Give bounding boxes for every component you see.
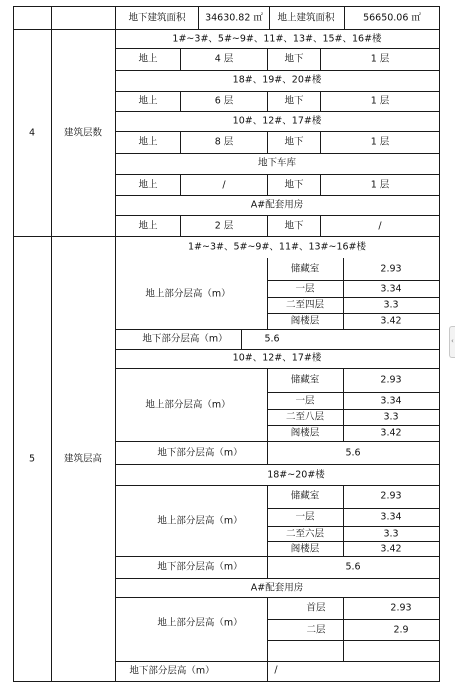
above-ground-label: 地上 [138,220,158,232]
below-height-label: 地下部分层高（m） [142,333,228,345]
above-ground-floors: 2 层 [214,220,234,232]
table-rule [180,131,181,153]
below-height-label: 地下部分层高（m） [157,561,243,573]
table-rule [267,297,440,298]
table-rule [267,526,440,527]
floor-height: 3.42 [380,427,402,439]
table-rule [267,392,440,393]
floor-label: 阁楼层 [290,315,320,327]
below-ground-label: 地下 [284,220,304,232]
below-ground-label: 地下 [284,53,304,65]
table-rule [343,368,344,441]
table-rule [13,6,440,7]
table-rule [320,174,321,195]
table-rule [115,131,440,132]
table-rule [267,174,268,195]
building-group-name: 10#、12#、17#楼 [232,115,322,127]
table-rule [267,640,440,641]
table-rule [267,368,268,441]
table-rule [115,329,440,330]
below-height-value: / [274,664,278,676]
above-ground-label: 地上 [138,179,158,191]
table-rule [198,6,199,29]
floor-height: 2.93 [380,263,402,275]
floor-height: 3.3 [383,528,399,540]
underground-area-label: 地下建筑面积 [128,12,186,24]
building-group-name: A#配套用房 [250,199,304,211]
table-rule [320,91,321,111]
floor-label: 储藏室 [290,263,320,275]
chevron-left-icon: ‹ [451,337,454,345]
table-rule [115,349,440,350]
building-group-name: A#配套用房 [250,582,304,594]
table-rule [115,368,440,369]
floor-label: 二层 [306,624,326,636]
table-rule [13,681,440,682]
floor-height: 3.34 [380,283,402,295]
section-number: 5 [28,453,36,465]
floor-label: 阁楼层 [290,427,320,439]
floor-label: 首层 [306,602,326,614]
above-ground-floors: 6 层 [214,95,234,107]
floor-height: 3.34 [380,395,402,407]
below-height-value: 5.6 [264,333,280,345]
floor-label: 一层 [295,395,315,407]
table-rule [343,485,344,556]
table-rule [320,48,321,70]
table-rule [115,111,440,112]
above-ground-label: 地上 [138,53,158,65]
above-ground-floors: 4 层 [214,53,234,65]
table-rule [115,174,440,175]
floor-height: 3.42 [380,315,402,327]
section-title: 建筑层高 [63,453,103,465]
table-rule [115,597,440,598]
section-title: 建筑层数 [63,127,103,139]
above-ground-floors: / [222,179,226,191]
table-rule [115,556,440,557]
table-rule [267,485,268,556]
floor-label: 二至六层 [285,528,325,540]
table-rule [267,91,268,111]
table-rule [267,508,440,509]
above-area-label: 地上建筑面积 [277,12,335,24]
table-rule [267,48,268,70]
below-ground-label: 地下 [284,136,304,148]
floor-label: 储藏室 [290,374,320,386]
floor-height: 3.34 [380,511,402,523]
above-area-value: 56650.06 ㎡ [363,12,421,24]
scroll-handle[interactable] [449,326,455,358]
table-rule [267,556,268,578]
floor-label: 储藏室 [290,490,320,502]
floor-label: 阁楼层 [290,543,320,555]
below-ground-floors: 1 层 [370,53,390,65]
building-group-name: 1#~3#、5#~9#、11#、13#、15#、16#楼 [172,33,382,45]
floor-label: 二至四层 [285,299,325,311]
table-rule [115,48,440,49]
table-rule [115,661,440,662]
table-rule [320,131,321,153]
table-rule [115,91,440,92]
table-rule [267,280,440,281]
table-rule [115,578,440,579]
table-rule [115,195,440,196]
underground-area-value: 34630.82 ㎡ [205,12,263,24]
below-ground-label: 地下 [284,179,304,191]
table-rule [115,441,440,442]
table-rule [115,464,440,465]
floor-height: 3.3 [383,299,399,311]
table-rule [180,215,181,236]
above-height-label: 地上部分层高（m） [157,617,243,629]
floor-height: 2.93 [380,374,402,386]
table-rule [267,425,440,426]
table-rule [439,6,440,682]
table-rule [267,131,268,153]
below-height-value: 5.6 [345,447,361,459]
table-rule [267,258,268,329]
table-rule [13,29,440,30]
floor-height: 2.9 [393,624,409,636]
below-ground-floors: 1 层 [370,95,390,107]
floor-label: 一层 [295,283,315,295]
building-group-name: 1#~3#、5#~9#、11#、13#~16#楼 [187,241,367,253]
table-rule [51,6,52,682]
table-rule [115,215,440,216]
above-ground-label: 地上 [138,95,158,107]
table-rule [267,313,440,314]
table-rule [115,485,440,486]
building-group-name: 10#、12#、17#楼 [232,352,322,364]
table-rule [13,236,440,237]
below-height-label: 地下部分层高（m） [157,447,243,459]
floor-height: 3.3 [383,411,399,423]
table-rule [267,441,268,464]
table-rule [115,70,440,71]
building-group-name: 地下车库 [257,157,297,169]
below-ground-floors: 1 层 [370,179,390,191]
table-rule [115,6,116,682]
table-rule [343,597,344,661]
building-group-name: 18#、19#、20#楼 [232,74,322,86]
table-rule [269,6,270,29]
table-rule [180,91,181,111]
table-rule [180,48,181,70]
table-rule [267,409,440,410]
table-rule [267,541,440,542]
table-rule [13,6,14,682]
table-rule [180,174,181,195]
above-height-label: 地上部分层高（m） [145,399,231,411]
above-ground-floors: 8 层 [214,136,234,148]
table-rule [115,153,440,154]
table-rule [241,329,242,349]
table-rule [343,258,344,329]
floor-label: 二至八层 [285,411,325,423]
floor-label: 一层 [295,511,315,523]
floor-height: 2.93 [380,490,402,502]
above-ground-label: 地上 [138,136,158,148]
table-rule [344,6,345,29]
table-rule [267,215,268,236]
below-height-value: 5.6 [345,561,361,573]
above-height-label: 地上部分层高（m） [145,288,231,300]
building-group-name: 18#~20#楼 [267,469,325,481]
below-ground-label: 地下 [284,95,304,107]
below-height-label: 地下部分层高（m） [129,665,215,677]
table-rule [320,215,321,236]
floor-height: 2.93 [390,602,412,614]
below-ground-floors: 1 层 [370,136,390,148]
above-height-label: 地上部分层高（m） [157,515,243,527]
table-rule [267,597,268,682]
section-number: 4 [28,127,36,139]
table-rule [267,619,440,620]
floor-height: 3.42 [380,543,402,555]
below-ground-floors: / [378,220,382,232]
